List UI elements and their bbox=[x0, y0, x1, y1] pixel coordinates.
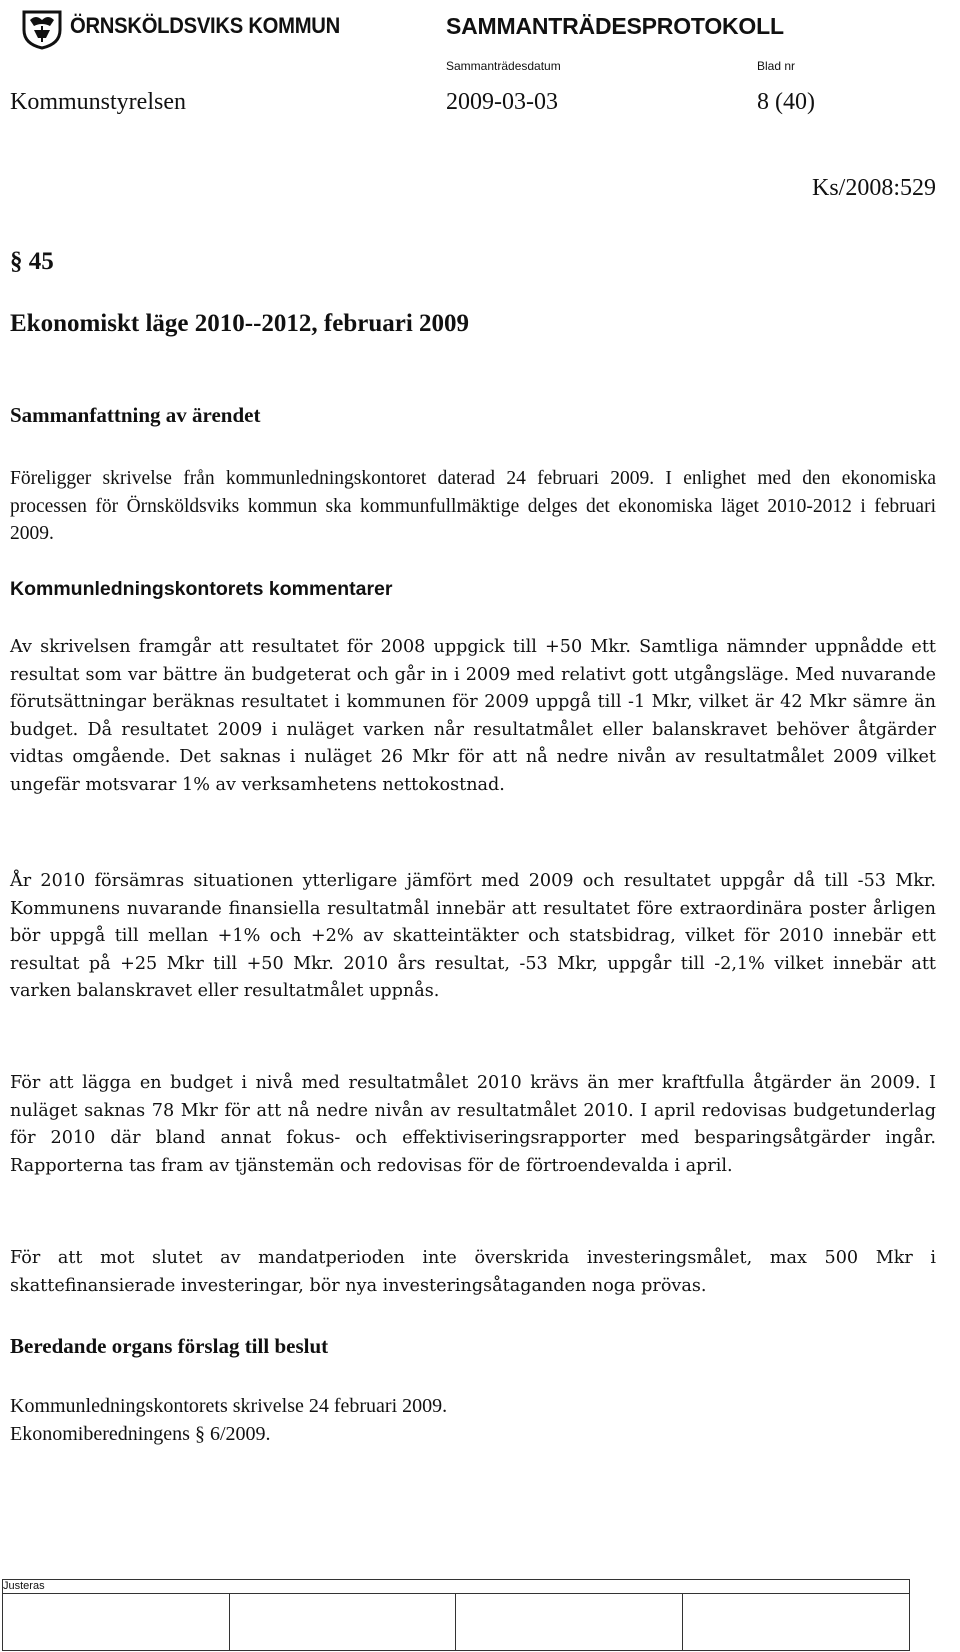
section-title: Ekonomiskt läge 2010--2012, februari 2009 bbox=[10, 310, 470, 337]
organization-name: ÖRNSKÖLDSVIKS KOMMUN bbox=[70, 13, 340, 38]
signature-box-3 bbox=[456, 1594, 683, 1651]
protocol-title: SAMMANTRÄDESPROTOKOLL bbox=[446, 13, 784, 39]
comments-block-4 bbox=[10, 1245, 936, 1300]
justeras-label: Justeras bbox=[3, 1580, 910, 1594]
proposal-line-2: Ekonomiberedningens § 6/2009. bbox=[10, 1423, 271, 1445]
comments-paragraph-2: År 2010 försämras situationen ytterligare jämfört med 2009 och resultatet uppgår då till -53 Mkr. Kommunens nuvarande finansiella resultatmål innebär att resultatet före extraordinära poster årligen bör uppgå till mellan +1% och +2% av skatteintäkter och statsbidrag, vilket för 2010 innebär ett resultat på +25 Mkr till +50 Mkr. 2010 års resultat, -53 Mkr, uppgår till -2,1% vilket innebär att varken balanskravet eller resultatmålet uppnås. bbox=[10, 871, 936, 1002]
summary-block bbox=[10, 465, 936, 548]
paragraph-number: § 45 bbox=[10, 248, 54, 275]
page-number-label: Blad nr bbox=[757, 59, 796, 73]
signature-box-4 bbox=[683, 1594, 910, 1651]
proposal-line-1: Kommunledningskontorets skrivelse 24 februari 2009. bbox=[10, 1395, 448, 1417]
signature-box-1 bbox=[3, 1594, 230, 1651]
comments-paragraph-3: För att lägga en budget i nivå med resultatmålet 2010 krävs än mer kraftfulla åtgärder än 2009. I nuläget saknas 78 Mkr för att nå nedre nivån av resultatmålet 2010. I april redovisas budgetunderlag för 2010 där bland annat fokus- och effektiviseringsrapporter med besparingsåtgärder ingår. Rapporterna tas fram av tjänstemän och redovisas för de förtroendevalda i april. bbox=[10, 1073, 936, 1176]
summary-heading: Sammanfattning av ärendet bbox=[10, 403, 261, 427]
comments-block-3 bbox=[10, 1070, 936, 1180]
proposal-block bbox=[10, 1392, 447, 1448]
signature-box-2 bbox=[229, 1594, 456, 1651]
case-number: Ks/2008:529 bbox=[811, 175, 936, 201]
comments-heading: Kommunledningskontorets kommentarer bbox=[10, 578, 393, 600]
municipality-crest-icon bbox=[20, 6, 64, 50]
justeras-signature-table bbox=[2, 1579, 910, 1651]
summary-text: Föreligger skrivelse från kommunledningskontoret daterad 24 februari 2009. I enlighet med den ekonomiska processen för Örnsköldsviks kommun ska kommunfullmäktige delges det ekonomiska läget 2010-2012 i februari 2009. bbox=[10, 468, 936, 545]
comments-paragraph-4: För att mot slutet av mandatperioden inte överskrida investeringsmålet, max 500 Mkr i skattefinansierade investeringar, bör nya investeringsåtaganden noga prövas. bbox=[10, 1248, 936, 1296]
meeting-date-label: Sammanträdesdatum bbox=[446, 59, 561, 73]
comments-block bbox=[10, 634, 936, 800]
comments-block-2 bbox=[10, 868, 936, 1006]
meeting-date: 2009-03-03 bbox=[446, 89, 558, 115]
comments-paragraph-1: Av skrivelsen framgår att resultatet för 2008 uppgick till +50 Mkr. Samtliga nämnder uppnådde ett resultat som var bättre än budgeterat och går in i 2009 med relativt gott utgångsläge. Med nuvarande förutsättningar beräknas resultatet i kommunen för 2009 uppgå till -1 Mkr, vilket är 42 Mkr sämre än budget. Då resultatet 2009 i nuläget varken når resultatmålet eller balanskravet behöver åtgärder vidtas omgående. Det saknas i nuläget 26 Mkr för att nå nedre nivån av resultatmålet 2009 vilket ungefär motsvarar 1% av verksamhetens nettokostnad. bbox=[10, 637, 936, 795]
page-number: 8 (40) bbox=[757, 89, 815, 115]
proposal-heading: Beredande organs förslag till beslut bbox=[10, 1334, 329, 1358]
body-name: Kommunstyrelsen bbox=[10, 89, 186, 115]
